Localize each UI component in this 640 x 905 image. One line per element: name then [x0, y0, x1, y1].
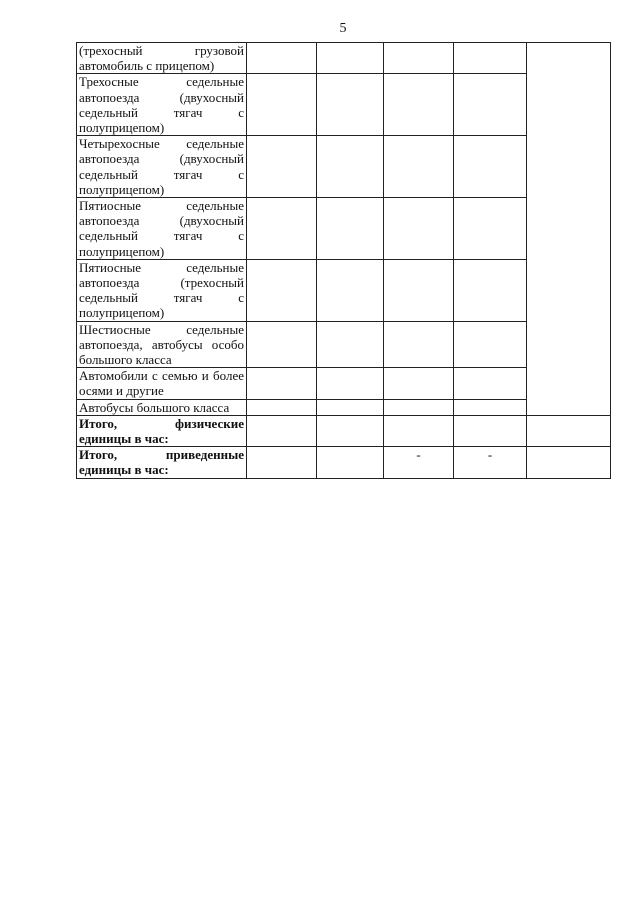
dash-cell: - — [454, 447, 527, 478]
row-label: (трехосный грузовой автомобиль с прицепом) — [77, 43, 247, 74]
table-cell — [247, 368, 317, 399]
table-row — [77, 415, 611, 446]
table-cell — [317, 368, 384, 399]
table-cell — [384, 368, 454, 399]
traffic-table — [76, 42, 611, 479]
table-cell — [384, 399, 454, 415]
table-cell — [454, 43, 527, 74]
table-cell — [247, 198, 317, 260]
table-cell — [454, 321, 527, 368]
table-cell — [527, 415, 611, 446]
table-cell — [454, 74, 527, 136]
table-cell — [247, 321, 317, 368]
table-cell — [317, 74, 384, 136]
table-cell — [317, 198, 384, 260]
row-label: Шестиосные седельные автопоезда, автобусы особо большого класса — [77, 321, 247, 368]
table-cell — [317, 321, 384, 368]
table-cell — [317, 447, 384, 478]
row-label: Автобусы большого класса — [77, 399, 247, 415]
page-number: 5 — [339, 21, 347, 36]
table-cell — [247, 415, 317, 446]
table-cell — [454, 415, 527, 446]
table-cell — [317, 415, 384, 446]
table-cell — [384, 136, 454, 198]
table-cell — [454, 198, 527, 260]
row-label: Итого, физические единицы в час: — [77, 415, 247, 446]
table-cell — [454, 368, 527, 399]
table-cell — [317, 259, 384, 321]
row-label: Пятиосные седельные автопоезда (трехосный седельный тягач с полуприцепом) — [77, 259, 247, 321]
table-cell — [384, 321, 454, 368]
table-cell — [317, 136, 384, 198]
table-cell — [247, 136, 317, 198]
table-cell — [247, 399, 317, 415]
table-cell — [247, 43, 317, 74]
row-label: Пятиосные седельные автопоезда (двухосный седельный тягач с полуприцепом) — [77, 198, 247, 260]
table-cell — [454, 399, 527, 415]
table-cell — [454, 136, 527, 198]
table-cell — [384, 43, 454, 74]
table-cell — [384, 74, 454, 136]
table-cell — [317, 399, 384, 415]
dash-cell: - — [384, 447, 454, 478]
table-row — [77, 447, 611, 478]
table-cell — [247, 259, 317, 321]
table-cell — [384, 198, 454, 260]
row-label: Итого, приведенные единицы в час: — [77, 447, 247, 478]
table-cell — [247, 74, 317, 136]
table-cell — [384, 415, 454, 446]
row-label: Трехосные седельные автопоезда (двухосный седельный тягач с полуприцепом) — [77, 74, 247, 136]
row-label: Четырехосные седельные автопоезда (двухосный седельный тягач с полуприцепом) — [77, 136, 247, 198]
row-label: Автомобили с семью и более осями и другие — [77, 368, 247, 399]
table-cell — [454, 259, 527, 321]
table-cell-merged — [527, 43, 611, 416]
table-cell — [317, 43, 384, 74]
table-cell — [527, 447, 611, 478]
table-cell — [384, 259, 454, 321]
table-row — [77, 43, 611, 74]
table-cell — [247, 447, 317, 478]
